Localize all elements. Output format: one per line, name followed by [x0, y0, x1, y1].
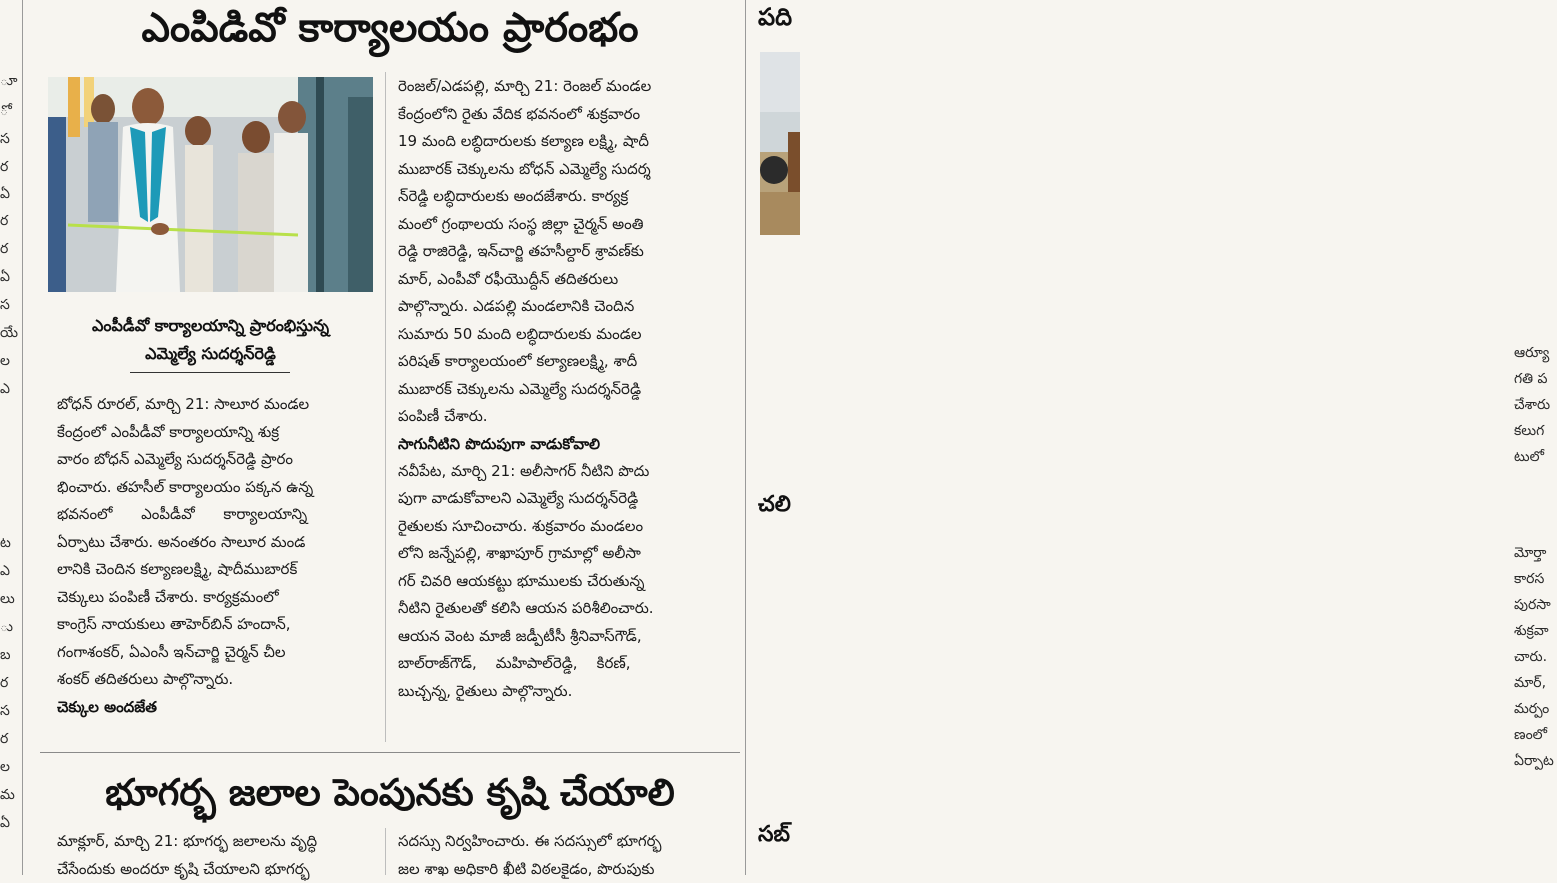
body-line: భించారు. తహసీల్ కార్యాలయం పక్కన ఉన్న — [57, 474, 373, 502]
article-headline: ఎంపిడివో కార్యాలయం ప్రారంభం — [40, 0, 740, 56]
body-line: చేసేందుకు అందరూ కృషి చేయాలని భూగర్భ — [57, 856, 373, 883]
right-column-headline: పది — [758, 0, 800, 40]
body-line: రెంజల్/ఎడపల్లి, మార్చి 21: రెంజల్ మండల — [398, 73, 724, 101]
article-column-2 — [398, 73, 724, 705]
right-fragment: గతి ప — [1514, 366, 1557, 393]
body-line: ఆయన వెంట మాజీ జడ్పీటీసీ శ్రీనివాస్‌గౌడ్, — [398, 623, 724, 651]
left-fragment: ల — [0, 754, 14, 781]
left-fragment: ట — [0, 530, 14, 557]
right-column-photo — [760, 52, 800, 235]
right-fragment: కారస — [1514, 566, 1557, 593]
column-divider — [22, 0, 23, 875]
left-fragment: ర — [0, 208, 14, 235]
right-fragment: ణంలో — [1514, 722, 1557, 749]
left-fragment: ు — [0, 614, 14, 641]
right-fragment: మర్పం — [1514, 696, 1557, 723]
body-line: మాక్లూర్, మార్చి 21: భూగర్భ జలాలను వృద్ధి — [57, 828, 373, 856]
photo-caption-line: ఎమ్మెల్యే సుదర్శన్‌రెడ్డి — [48, 340, 373, 368]
body-line: లోని జన్నేపల్లి, శాఖాపూర్ గ్రామాల్లో అలీసా — [398, 540, 724, 568]
body-line: జల శాఖ అధికారి ఖీటి విఠలకైడం, పొరుపుకు — [398, 856, 724, 883]
right-fragment: చారు. — [1514, 644, 1557, 671]
body-line: గర్ చివరి ఆయకట్టు భూములకు చేరుతున్న — [398, 568, 724, 596]
left-fragment: ల — [0, 348, 14, 375]
left-fragment: ఎ — [0, 558, 14, 585]
body-line: పుగా వాడుకోవాలని ఎమ్మెల్యే సుదర్శన్‌రెడ్డి — [398, 485, 724, 513]
left-fragment: స — [0, 292, 14, 319]
body-line: బోధన్ రూరల్, మార్చి 21: సాలూర మండల — [57, 391, 373, 419]
article-2-column-1 — [57, 828, 373, 883]
body-line: శంకర్ తదితరులు పాల్గొన్నారు. — [57, 666, 373, 694]
right-photo-caption-space — [760, 250, 800, 280]
right-photo-image — [760, 52, 800, 235]
body-line: మార్, ఎంపీవో రఫీయొద్దీన్ తదితరులు — [398, 266, 724, 294]
left-fragment: స — [0, 126, 14, 153]
body-line: సదస్సు నిర్వహించారు. ఈ సదస్సులో భూగర్భ — [398, 828, 724, 856]
body-line: పాల్గొన్నారు. ఎడపల్లి మండలానికి చెందిన — [398, 293, 724, 321]
body-line: కేంద్రంలోని రైతు వేదిక భవనంలో శుక్రవారం — [398, 101, 724, 129]
body-line: రైతులకు సూచించారు. శుక్రవారం మండలం — [398, 513, 724, 541]
left-fragment: ర — [0, 236, 14, 263]
body-line: మంలో గ్రంథాలయ సంస్థ జిల్లా చైర్మన్ అంతి — [398, 211, 724, 239]
body-line: చెక్కులు పంపిణీ చేశారు. కార్యక్రమంలో — [57, 584, 373, 612]
left-fragment: ఎ — [0, 376, 14, 403]
ribbon-cutting-photo — [48, 77, 373, 292]
body-line: 19 మంది లబ్ధిదారులకు కల్యాణ లక్ష్మి, షాదీ — [398, 128, 724, 156]
column-divider — [745, 0, 746, 875]
article-headline: భూగర్భ జలాల పెంపునకు కృషి చేయాలి — [40, 766, 740, 820]
right-fragment: కలుగ — [1514, 418, 1557, 445]
left-fragment: ూ — [0, 68, 14, 95]
right-fragment: టులో — [1514, 444, 1557, 471]
article-column-1 — [57, 391, 373, 721]
subheading: చెక్కుల అందజేత — [57, 694, 373, 721]
right-fragment: మార్, — [1514, 670, 1557, 697]
right-column-subheading: చలి — [758, 488, 800, 522]
body-line: నవీపేట, మార్చి 21: అలీసాగర్ నీటిని పొదు — [398, 458, 724, 486]
right-fragment: శుక్రవా — [1514, 618, 1557, 645]
right-fragment: ఏర్పాట — [1514, 748, 1557, 775]
body-line: బాల్‌రాజ్‌గౌడ్, మహిపాల్‌రెడ్డి, కిరణ్, — [398, 650, 724, 678]
left-fragment: ర — [0, 726, 14, 753]
body-line: ముబారక్ చెక్కులను బోధన్ ఎమ్మెల్యే సుదర్శ — [398, 156, 724, 184]
photo-caption — [48, 312, 373, 368]
column-divider — [385, 828, 386, 875]
body-line: గంగాశంకర్, ఏఎంసీ ఇన్‌చార్జి చైర్మన్ చీల — [57, 639, 373, 667]
body-line: భవనంలో ఎంపీడీవో కార్యాలయాన్ని — [57, 501, 373, 529]
article-2-column-2 — [398, 828, 724, 883]
left-fragment: ర — [0, 670, 14, 697]
news-photo — [48, 77, 373, 292]
body-line: లానికి చెందిన కల్యాణలక్ష్మి, షాదీముబారక్ — [57, 556, 373, 584]
photo-caption-line: ఎంపీడీవో కార్యాలయాన్ని ప్రారంభిస్తున్న — [48, 312, 373, 340]
body-line: సుమారు 50 మంది లబ్ధిదారులకు మండల — [398, 321, 724, 349]
body-line: కాంగ్రెస్ నాయకులు తాహెర్‌బిన్ హందాన్, — [57, 611, 373, 639]
body-line: కేంద్రంలో ఎంపీడీవో కార్యాలయాన్ని శుక్ర — [57, 419, 373, 447]
left-fragment: యే — [0, 320, 14, 347]
subheading: సాగునీటిని పొదుపుగా వాడుకోవాలి — [398, 431, 724, 458]
right-fragment: ఆర్యూ — [1514, 340, 1557, 367]
left-fragment: ో — [0, 98, 14, 125]
body-line: పంపిణీ చేశారు. — [398, 403, 724, 431]
left-column-fragments — [0, 60, 14, 875]
left-fragment: ర — [0, 154, 14, 181]
body-line: బుచ్చన్న, రైతులు పాల్గొన్నారు. — [398, 678, 724, 706]
body-line: వారం బోధన్ ఎమ్మెల్యే సుదర్శన్‌రెడ్డి ప్రారం — [57, 446, 373, 474]
body-line: న్‌రెడ్డి లబ్ధిదారులకు అందజేశారు. కార్యక్ర — [398, 183, 724, 211]
left-fragment: ఏ — [0, 264, 14, 291]
right-column-subheading: సబ్ — [758, 818, 800, 852]
body-line: ముబారక్ చెక్కులను ఎమ్మెల్యే సుదర్శన్‌రెడ్డి — [398, 376, 724, 404]
right-fragment: పురసా — [1514, 592, 1557, 619]
left-fragment: లు — [0, 586, 14, 613]
right-fragment: మోర్తా — [1514, 540, 1557, 567]
left-fragment: ఏ — [0, 181, 14, 208]
body-line: పరిషత్ కార్యాలయంలో కల్యాణలక్ష్మి, శాదీ — [398, 348, 724, 376]
right-fragment: చేశారు — [1514, 392, 1557, 419]
body-line: రెడ్డి రాజిరెడ్డి, ఇన్‌చార్జి తహసీల్దార్ శ్రావణ్‌కు — [398, 238, 724, 266]
body-line: ఏర్పాటు చేశారు. అనంతరం సాలూర మండ — [57, 529, 373, 557]
left-fragment: ఏ — [0, 810, 14, 837]
left-fragment: స — [0, 698, 14, 725]
article-separator — [40, 752, 740, 753]
left-fragment: బ — [0, 642, 14, 669]
left-fragment: మ — [0, 782, 14, 809]
caption-underline — [130, 372, 290, 373]
column-divider — [385, 72, 386, 742]
body-line: నీటిని రైతులతో కలిసి ఆయన పరిశీలించారు. — [398, 595, 724, 623]
